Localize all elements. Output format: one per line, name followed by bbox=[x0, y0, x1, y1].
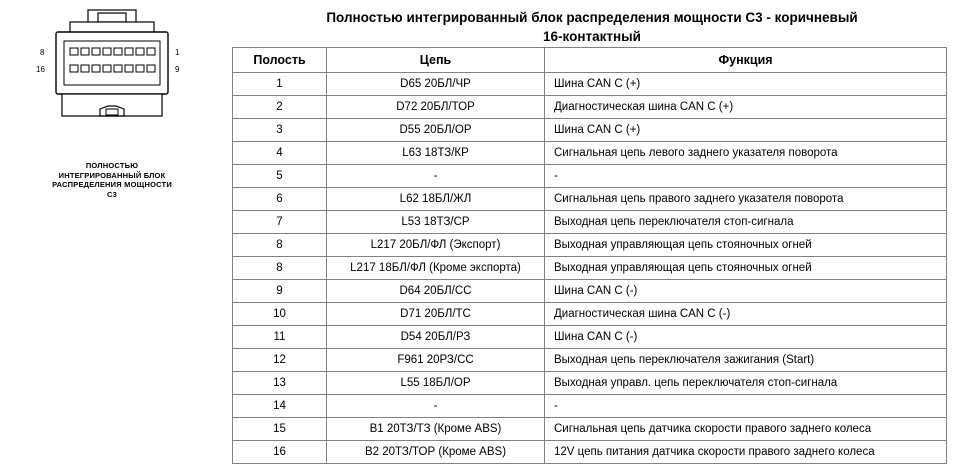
table-row bbox=[233, 441, 947, 464]
cell-cavity: 15 bbox=[233, 418, 327, 441]
cell-function: Шина CAN C (+) bbox=[545, 73, 947, 96]
cell-cavity: 6 bbox=[233, 188, 327, 211]
cell-cavity: 1 bbox=[233, 73, 327, 96]
connector-caption-line1: ПОЛНОСТЬЮ bbox=[85, 161, 139, 170]
cell-function: Выходная цепь переключателя стоп-сигнала bbox=[545, 211, 947, 234]
cell-cavity: 3 bbox=[233, 119, 327, 142]
svg-text:9: 9 bbox=[175, 65, 180, 74]
connector-caption-line4: C3 bbox=[107, 189, 117, 199]
table-row bbox=[233, 418, 947, 441]
cell-cavity: 2 bbox=[233, 96, 327, 119]
table-row bbox=[233, 96, 947, 119]
cell-cavity: 11 bbox=[233, 326, 327, 349]
cell-function: Диагностическая шина CAN C (+) bbox=[545, 96, 947, 119]
page-title bbox=[232, 8, 952, 46]
column-header-cavity: Полость bbox=[233, 48, 327, 73]
cell-circuit: D64 20БЛ/СС bbox=[327, 280, 545, 303]
cell-function: Выходная цепь переключателя зажигания (Start) bbox=[545, 349, 947, 372]
cell-circuit: - bbox=[327, 395, 545, 418]
cell-function: 12V цепь питания датчика скорости правого заднего колеса bbox=[545, 441, 947, 464]
cell-cavity: 16 bbox=[233, 441, 327, 464]
cell-function: Выходная управл. цепь переключателя стоп-сигнала bbox=[545, 372, 947, 395]
cell-circuit: D65 20БЛ/ЧР bbox=[327, 73, 545, 96]
cell-cavity: 4 bbox=[233, 142, 327, 165]
cell-cavity: 9 bbox=[233, 280, 327, 303]
cell-circuit: L217 18БЛ/ФЛ (Кроме экспорта) bbox=[327, 257, 545, 280]
cell-cavity: 14 bbox=[233, 395, 327, 418]
table-row bbox=[233, 234, 947, 257]
cell-circuit: L62 18БЛ/ЖЛ bbox=[327, 188, 545, 211]
cell-function: Диагностическая шина CAN C (-) bbox=[545, 303, 947, 326]
connector-diagram bbox=[8, 6, 216, 206]
svg-text:8: 8 bbox=[40, 48, 45, 57]
connector-caption-line2: ИНТЕГРИРОВАННЫЙ БЛОК bbox=[58, 170, 166, 180]
table-row bbox=[233, 303, 947, 326]
cell-circuit: L217 20БЛ/ФЛ (Экспорт) bbox=[327, 234, 545, 257]
table-row bbox=[233, 372, 947, 395]
table-row bbox=[233, 142, 947, 165]
table-row bbox=[233, 280, 947, 303]
cell-cavity: 8 bbox=[233, 257, 327, 280]
cell-function: Выходная управляющая цепь стояночных огней bbox=[545, 234, 947, 257]
svg-text:16: 16 bbox=[36, 65, 45, 74]
table-row bbox=[233, 349, 947, 372]
page-title-line2: 16-контактный bbox=[543, 29, 641, 44]
cell-cavity: 12 bbox=[233, 349, 327, 372]
cell-circuit: D55 20БЛ/ОР bbox=[327, 119, 545, 142]
connector-caption bbox=[8, 161, 216, 199]
table-row bbox=[233, 257, 947, 280]
cell-cavity: 13 bbox=[233, 372, 327, 395]
cell-circuit: B1 20ТЗ/ТЗ (Кроме ABS) bbox=[327, 418, 545, 441]
column-header-circuit: Цепь bbox=[327, 48, 545, 73]
cell-circuit: B2 20ТЗ/ТОР (Кроме ABS) bbox=[327, 441, 545, 464]
cell-cavity: 5 bbox=[233, 165, 327, 188]
table-body bbox=[233, 73, 947, 464]
pinout-table bbox=[232, 47, 947, 464]
cell-circuit: L63 18ТЗ/КР bbox=[327, 142, 545, 165]
table-row bbox=[233, 165, 947, 188]
cell-function: Сигнальная цепь датчика скорости правого заднего колеса bbox=[545, 418, 947, 441]
pinout-table-container bbox=[232, 47, 946, 464]
cell-function: Шина CAN C (-) bbox=[545, 280, 947, 303]
cell-cavity: 7 bbox=[233, 211, 327, 234]
cell-circuit: D72 20БЛ/ТОР bbox=[327, 96, 545, 119]
cell-function: Выходная управляющая цепь стояночных огней bbox=[545, 257, 947, 280]
cell-function: Шина CAN C (-) bbox=[545, 326, 947, 349]
page-title-line1: Полностью интегрированный блок распределения мощности C3 - коричневый bbox=[326, 10, 858, 25]
cell-function: Шина CAN C (+) bbox=[545, 119, 947, 142]
cell-function: Сигнальная цепь правого заднего указателя поворота bbox=[545, 188, 947, 211]
cell-circuit: L55 18БЛ/ОР bbox=[327, 372, 545, 395]
cell-function: - bbox=[545, 395, 947, 418]
table-row bbox=[233, 119, 947, 142]
svg-text:1: 1 bbox=[175, 48, 180, 57]
cell-function: Сигнальная цепь левого заднего указателя поворота bbox=[545, 142, 947, 165]
column-header-function: Функция bbox=[545, 48, 947, 73]
table-header bbox=[233, 48, 947, 73]
table-row bbox=[233, 188, 947, 211]
cell-circuit: D71 20БЛ/ТС bbox=[327, 303, 545, 326]
connector-caption-line3: РАСПРЕДЕЛЕНИЯ МОЩНОСТИ bbox=[52, 180, 172, 189]
cell-circuit: F961 20РЗ/СС bbox=[327, 349, 545, 372]
table-row bbox=[233, 395, 947, 418]
cell-function: - bbox=[545, 165, 947, 188]
table-row bbox=[233, 73, 947, 96]
cell-circuit: - bbox=[327, 165, 545, 188]
table-row bbox=[233, 326, 947, 349]
table-header-row bbox=[233, 48, 947, 73]
cell-cavity: 8 bbox=[233, 234, 327, 257]
connector-drawing bbox=[26, 8, 198, 163]
cell-circuit: L53 18ТЗ/СР bbox=[327, 211, 545, 234]
cell-circuit: D54 20БЛ/РЗ bbox=[327, 326, 545, 349]
cell-cavity: 10 bbox=[233, 303, 327, 326]
table-row bbox=[233, 211, 947, 234]
